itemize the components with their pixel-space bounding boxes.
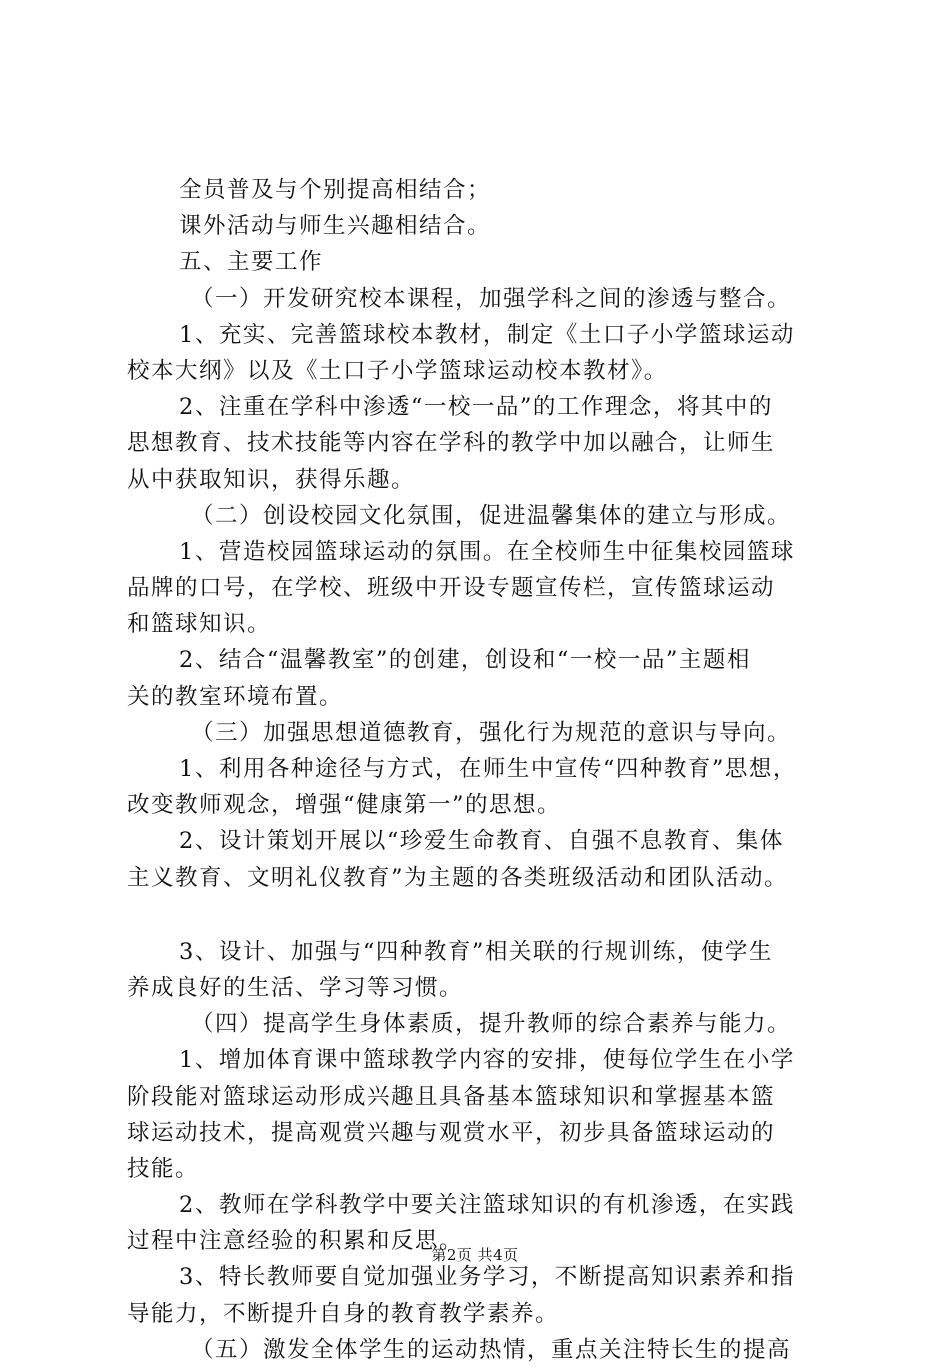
text-line: 和篮球知识。: [127, 611, 272, 638]
text-line: 过程中注意经验的积累和反思。: [127, 1228, 464, 1255]
text-line: 主义教育、文明礼仪教育”为主题的各类班级活动和团队活动。: [127, 864, 789, 891]
subsection-heading: （五）激发全体学生的运动热情，重点关注特长生的提高: [191, 1336, 792, 1363]
text-line: 3、特长教师要自觉加强业务学习，不断提高知识素养和指: [179, 1264, 795, 1291]
text-line: 2、设计策划开展以“珍爱生命教育、自强不息教育、集体: [179, 828, 784, 855]
text-line: 课外活动与师生兴趣相结合。: [179, 213, 492, 240]
text-line: 1、增加体育课中篮球教学内容的安排，使每位学生在小学: [179, 1047, 795, 1074]
text-line: 养成良好的生活、学习等习惯。: [127, 974, 464, 1001]
document-body: [127, 172, 847, 1368]
subsection-heading: （二）创设校园文化氛围，促进温馨集体的建立与形成。: [191, 502, 792, 529]
subsection-heading: （一）开发研究校本课程，加强学科之间的渗透与整合。: [191, 285, 792, 312]
text-line: 校本大纲》以及《土口子小学篮球运动校本教材》。: [127, 357, 668, 384]
text-line: 技能。: [127, 1155, 200, 1182]
text-line: 全员普及与个别提高相结合；: [179, 177, 492, 203]
text-line: 3、设计、加强与“四种教育”相关联的行规训练，使学生: [179, 938, 773, 965]
text-line: 从中获取知识，获得乐趣。: [127, 466, 416, 493]
text-line: 改变教师观念，增强“健康第一”的思想。: [127, 792, 562, 819]
text-line: 2、注重在学科中渗透“一校一品”的工作理念，将其中的: [179, 394, 773, 421]
page-footer: 第2页 共4页: [431, 1246, 519, 1264]
text-line: 1、利用各种途径与方式，在师生中宣传“四种教育”思想，: [179, 756, 797, 782]
subsection-heading: （四）提高学生身体素质，提升教师的综合素养与能力。: [191, 1011, 792, 1038]
subsection-heading: （三）加强思想道德教育，强化行为规范的意识与导向。: [191, 719, 792, 746]
text-line: 品牌的口号，在学校、班级中开设专题宣传栏，宣传篮球运动: [127, 575, 776, 602]
section-heading: 五、主要工作: [179, 249, 324, 276]
blank-line: [127, 896, 847, 934]
text-line: 阶段能对篮球运动形成兴趣且具备基本篮球知识和掌握基本篮: [127, 1083, 776, 1110]
text-line: 2、结合“温馨教室”的创建，创设和“一校一品”主题相: [179, 647, 751, 674]
text-line: 2、教师在学科教学中要关注篮球知识的有机渗透，在实践: [179, 1192, 795, 1219]
text-line: 球运动技术，提高观赏兴趣与观赏水平，初步具备篮球运动的: [127, 1119, 776, 1146]
text-line: 导能力，不断提升自身的教育教学素养。: [127, 1300, 560, 1327]
text-line: 思想教育、技术技能等内容在学科的教学中加以融合，让师生: [127, 430, 776, 457]
text-line: 1、营造校园篮球运动的氛围。在全校师生中征集校园篮球: [179, 538, 795, 565]
text-line: 关的教室环境布置。: [127, 683, 344, 710]
text-line: 1、充实、完善篮球校本教材，制定《土口子小学篮球运动: [179, 321, 795, 348]
